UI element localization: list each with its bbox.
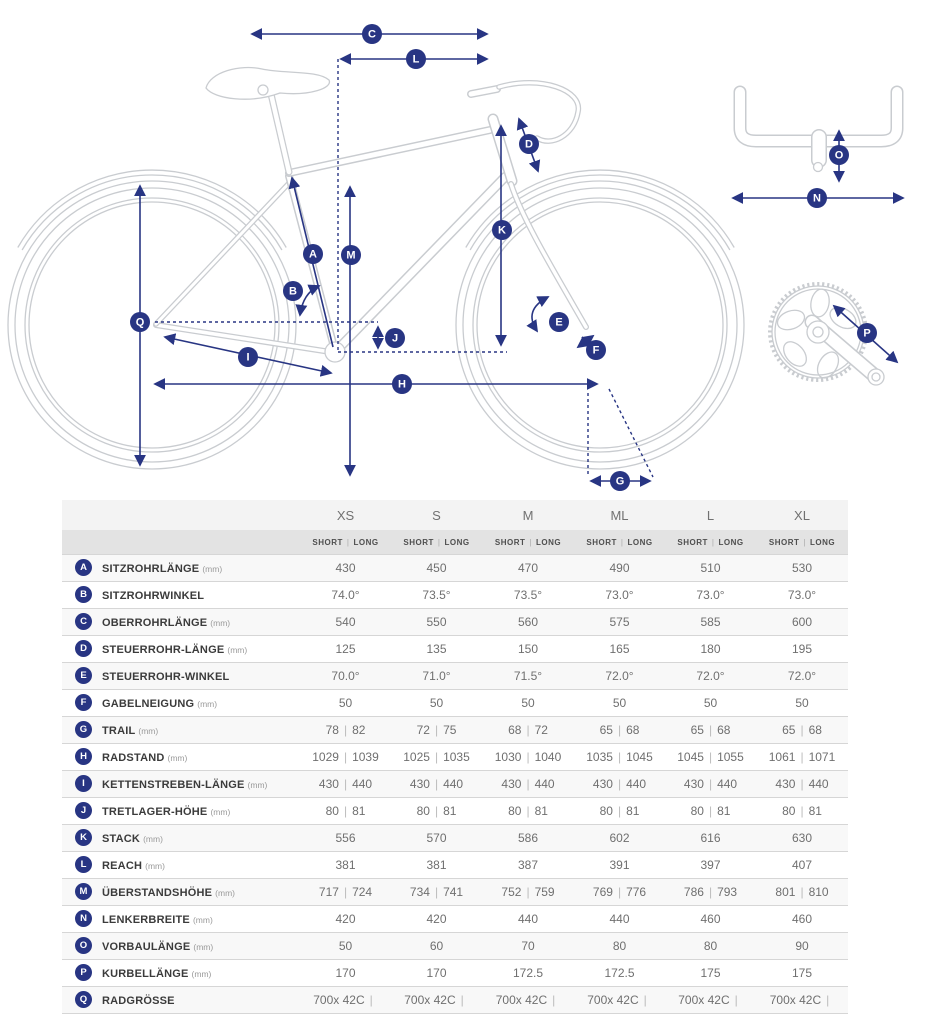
svg-text:K: K <box>498 224 506 237</box>
diagram-label-badge-H <box>392 374 412 394</box>
measurement-unit: (mm) <box>202 564 223 574</box>
empty-corner-cell <box>62 500 300 530</box>
measurement-unit: (mm) <box>145 861 165 871</box>
measurement-value-cell: 73.5° <box>422 588 451 602</box>
svg-text:C: C <box>368 28 376 41</box>
measurement-value-cell: 65 | 68 <box>599 723 640 737</box>
measurement-value-cell: 600 <box>791 615 813 629</box>
short-long-subheader: SHORT | LONG <box>300 530 391 555</box>
measurement-label: KETTENSTREBEN-LÄNGE <box>102 779 245 791</box>
measurement-letter-badge: N <box>75 910 92 927</box>
table-row-K <box>62 825 848 852</box>
measurement-value-cell: 616 <box>700 831 721 845</box>
measurement-value-cell: 1025 | 1035 <box>403 750 470 764</box>
size-header-row <box>62 500 848 530</box>
measurement-value-cell: 602 <box>609 831 630 845</box>
measurement-unit: (mm) <box>247 780 268 790</box>
measurement-value-cell: 50 <box>612 696 627 710</box>
short-long-subheader: SHORT | LONG <box>574 530 665 555</box>
measurement-value-cell: 700x 42C | <box>313 993 373 1007</box>
measurement-value-cell: 440 <box>609 912 630 926</box>
measurement-value-cell: 570 <box>426 831 447 845</box>
measurement-label: STACK <box>102 833 141 845</box>
measurement-value-cell: 786 | 793 <box>683 885 738 899</box>
measurement-label-cell <box>62 717 300 744</box>
svg-text:M: M <box>346 249 356 262</box>
measurement-value-cell: 397 <box>700 858 721 872</box>
diagram-label-badge-D <box>519 134 539 154</box>
svg-text:A: A <box>309 248 317 261</box>
svg-text:B: B <box>289 285 297 298</box>
short-long-subheader: SHORT | LONG <box>756 530 848 555</box>
measurement-value-cell: 50 <box>521 696 535 710</box>
measurement-value-cell: 50 <box>429 696 444 710</box>
table-row-O <box>62 933 848 960</box>
measurement-value-cell: 72.0° <box>787 669 817 683</box>
measurement-value-cell: 50 <box>795 696 809 710</box>
diagram-label-badge-C <box>362 24 382 44</box>
measurement-value-cell: 65 | 68 <box>782 723 822 737</box>
svg-text:D: D <box>525 138 533 151</box>
measurement-label-cell <box>62 987 300 1014</box>
diagram-label-badge-L <box>406 49 426 69</box>
measurement-value-cell: 630 <box>791 831 813 845</box>
table-row-E <box>62 663 848 690</box>
measurement-unit: (mm) <box>191 969 212 979</box>
size-column-header-XS: XS <box>300 500 391 530</box>
measurement-label-cell <box>62 933 300 960</box>
svg-text:J: J <box>391 332 399 345</box>
measurement-label: RADSTAND <box>102 752 165 764</box>
measurement-label: GABELNEIGUNG <box>102 698 195 710</box>
measurement-value-cell: 700x 42C | <box>587 993 647 1007</box>
svg-text:H: H <box>398 378 406 391</box>
measurement-value-cell: 50 <box>703 696 718 710</box>
measurement-value-cell: 391 <box>609 858 630 872</box>
measurement-letter-badge: L <box>75 856 92 873</box>
table-row-A <box>62 555 848 582</box>
measurement-value-cell: 430 | 440 <box>683 777 738 791</box>
table-row-J <box>62 798 848 825</box>
measurement-label-cell <box>62 771 300 798</box>
measurement-label: REACH <box>102 860 143 872</box>
short-long-header-row <box>62 530 848 555</box>
diagram-label-badge-J <box>385 328 405 348</box>
measurement-value-cell: 135 <box>426 642 447 656</box>
measurement-value-cell: 80 | 81 <box>782 804 822 818</box>
measurement-value-cell: 68 | 72 <box>508 723 548 737</box>
measurement-unit: (mm) <box>143 834 163 844</box>
measurement-unit: (mm) <box>215 888 235 898</box>
measurement-value-cell: 70 <box>521 939 535 953</box>
short-long-subheader: SHORT | LONG <box>665 530 756 555</box>
measurement-label-cell <box>62 636 300 663</box>
measurement-value-cell: 125 <box>335 642 356 656</box>
diagram-label-badge-P <box>857 323 877 343</box>
svg-text:N: N <box>813 192 821 205</box>
table-row-H <box>62 744 848 771</box>
measurement-letter-badge: H <box>75 748 92 765</box>
measurement-value-cell: 180 <box>700 642 721 656</box>
measurement-value-cell: 1035 | 1045 <box>586 750 653 764</box>
measurement-value-cell: 71.0° <box>422 669 451 683</box>
measurement-value-cell: 73.5° <box>513 588 543 602</box>
table-row-B <box>62 582 848 609</box>
diagram-label-badge-Q <box>130 312 150 332</box>
measurement-label-cell <box>62 663 300 690</box>
measurement-value-cell: 460 <box>791 912 813 926</box>
svg-text:E: E <box>555 316 563 329</box>
measurement-unit: (mm) <box>138 726 159 736</box>
measurement-value-cell: 175 <box>791 966 813 980</box>
measurement-value-cell: 78 | 82 <box>325 723 366 737</box>
measurement-value-cell: 556 <box>335 831 356 845</box>
measurement-value-cell: 769 | 776 <box>592 885 647 899</box>
table-row-Q <box>62 987 848 1014</box>
measurement-label-cell <box>62 609 300 636</box>
measurement-value-cell: 73.0° <box>787 588 817 602</box>
measurement-label: TRETLAGER-HÖHE <box>102 806 208 818</box>
measurement-value-cell: 50 <box>338 696 353 710</box>
measurement-label: KURBELLÄNGE <box>102 968 189 980</box>
measurement-value-cell: 700x 42C | <box>404 993 464 1007</box>
measurement-value-cell: 165 <box>609 642 630 656</box>
measurement-letter-badge: O <box>75 937 92 954</box>
measurement-value-cell: 586 <box>517 831 539 845</box>
measurement-label-cell <box>62 825 300 852</box>
measurement-label-cell <box>62 582 300 609</box>
measurement-label: VORBAULÄNGE <box>102 941 191 953</box>
measurement-value-cell: 490 <box>609 561 630 575</box>
measurement-unit: (mm) <box>210 807 231 817</box>
measurement-value-cell: 752 | 759 <box>501 885 555 899</box>
measurement-value-cell: 195 <box>791 642 813 656</box>
measurement-value-cell: 470 <box>517 561 539 575</box>
diagram-label-badge-A <box>303 244 323 264</box>
table-row-F <box>62 690 848 717</box>
measurement-label-cell <box>62 852 300 879</box>
measurement-value-cell: 700x 42C | <box>678 993 738 1007</box>
measurement-letter-badge: D <box>75 640 92 657</box>
bike-side-view <box>8 68 744 469</box>
table-row-M <box>62 879 848 906</box>
measurement-value-cell: 170 <box>335 966 356 980</box>
table-row-G <box>62 717 848 744</box>
measurement-label: LENKERBREITE <box>102 914 190 926</box>
measurement-value-cell: 734 | 741 <box>409 885 464 899</box>
measurement-value-cell: 440 <box>517 912 539 926</box>
measurement-value-cell: 560 <box>517 615 539 629</box>
measurement-value-cell: 381 <box>426 858 447 872</box>
measurement-value-cell: 80 | 81 <box>325 804 366 818</box>
measurement-value-cell: 1045 | 1055 <box>677 750 744 764</box>
table-row-C <box>62 609 848 636</box>
measurement-letter-badge: K <box>75 829 92 846</box>
measurement-value-cell: 72.0° <box>605 669 634 683</box>
measurement-value-cell: 510 <box>700 561 721 575</box>
measurement-letter-badge: F <box>75 694 92 711</box>
measurement-value-cell: 717 | 724 <box>318 885 373 899</box>
short-long-subheader: SHORT | LONG <box>391 530 482 555</box>
measurement-label-cell <box>62 879 300 906</box>
size-column-header-M: M <box>482 500 574 530</box>
diagram-label-badge-O <box>829 145 849 165</box>
measurement-unit: (mm) <box>210 618 231 628</box>
measurement-value-cell: 72.0° <box>696 669 725 683</box>
measurement-value-cell: 801 | 810 <box>775 885 829 899</box>
measurement-value-cell: 585 <box>700 615 721 629</box>
measurement-value-cell: 72 | 75 <box>416 723 457 737</box>
svg-text:I: I <box>246 351 250 364</box>
svg-text:O: O <box>834 149 844 162</box>
svg-text:G: G <box>615 475 625 488</box>
measurement-value-cell: 420 <box>335 912 356 926</box>
measurement-label: SITZROHRWINKEL <box>102 590 205 602</box>
diagram-label-badge-E <box>549 312 569 332</box>
size-column-header-L: L <box>665 500 756 530</box>
measurement-value-cell: 90 <box>795 939 809 953</box>
geometry-table-body <box>62 555 848 1014</box>
measurement-value-cell: 74.0° <box>331 588 360 602</box>
bike-geometry-diagram <box>0 0 936 500</box>
measurement-unit: (mm) <box>192 915 213 925</box>
measurement-letter-badge: P <box>75 964 92 981</box>
size-column-header-XL: XL <box>756 500 848 530</box>
measurement-label: STEUERROHR-WINKEL <box>102 671 230 683</box>
table-row-D <box>62 636 848 663</box>
measurement-value-cell: 700x 42C | <box>769 993 830 1007</box>
measurement-value-cell: 430 | 440 <box>501 777 555 791</box>
measurement-letter-badge: C <box>75 613 92 630</box>
measurement-value-cell: 1061 | 1071 <box>768 750 836 764</box>
measurement-value-cell: 80 | 81 <box>690 804 731 818</box>
measurement-value-cell: 80 | 81 <box>599 804 640 818</box>
measurement-value-cell: 80 <box>703 939 718 953</box>
measurement-value-cell: 381 <box>335 858 356 872</box>
measurement-unit: (mm) <box>167 753 188 763</box>
measurement-value-cell: 420 <box>426 912 447 926</box>
measurement-value-cell: 175 <box>700 966 721 980</box>
table-row-P <box>62 960 848 987</box>
measurement-value-cell: 575 <box>609 615 630 629</box>
measurement-value-cell: 70.0° <box>331 669 360 683</box>
diagram-label-badge-I <box>238 347 258 367</box>
measurement-value-cell: 1029 | 1039 <box>312 750 379 764</box>
measurement-label-cell <box>62 906 300 933</box>
measurement-letter-badge: M <box>75 883 92 900</box>
measurement-value-cell: 387 <box>517 858 539 872</box>
measurement-value-cell: 80 <box>612 939 627 953</box>
measurement-value-cell: 700x 42C | <box>495 993 556 1007</box>
measurement-value-cell: 460 <box>700 912 721 926</box>
short-long-subheader: SHORT | LONG <box>482 530 574 555</box>
size-column-header-S: S <box>391 500 482 530</box>
measurement-label: SITZROHRLÄNGE <box>102 563 200 575</box>
measurement-unit: (mm) <box>227 645 248 655</box>
geometry-table-section <box>0 500 936 1014</box>
measurement-value-cell: 540 <box>335 615 356 629</box>
diagram-label-badge-N <box>807 188 827 208</box>
measurement-value-cell: 430 | 440 <box>409 777 464 791</box>
handlebar-top-view <box>740 92 897 172</box>
measurement-value-cell: 71.5° <box>513 669 543 683</box>
measurement-value-cell: 407 <box>791 858 813 872</box>
measurement-letter-badge: Q <box>75 991 92 1008</box>
measurement-label-cell <box>62 690 300 717</box>
svg-text:Q: Q <box>135 316 145 329</box>
measurement-value-cell: 450 <box>426 561 447 575</box>
measurement-label: STEUERROHR-LÄNGE <box>102 644 225 656</box>
diagram-label-badge-B <box>283 281 303 301</box>
diagram-label-badge-F <box>586 340 606 360</box>
measurement-value-cell: 172.5 <box>604 966 635 980</box>
measurement-unit: (mm) <box>193 942 214 952</box>
measurement-letter-badge: E <box>75 667 92 684</box>
measurement-letter-badge: A <box>75 559 92 576</box>
geometry-table <box>62 500 848 1014</box>
geometry-diagram-svg <box>0 0 936 500</box>
diagram-label-badge-G <box>610 471 630 491</box>
measurement-label: RADGRÖSSE <box>102 995 175 1007</box>
measurement-value-cell: 80 | 81 <box>508 804 548 818</box>
measurement-label: ÜBERSTANDSHÖHE <box>102 887 213 899</box>
measurement-value-cell: 430 | 440 <box>592 777 647 791</box>
table-row-N <box>62 906 848 933</box>
measurement-value-cell: 430 | 440 <box>775 777 829 791</box>
measurement-value-cell: 73.0° <box>605 588 634 602</box>
measurement-value-cell: 430 <box>335 561 356 575</box>
measurement-value-cell: 430 | 440 <box>318 777 373 791</box>
measurement-label: TRAIL <box>102 725 136 737</box>
measurement-value-cell: 80 | 81 <box>416 804 457 818</box>
measurement-value-cell: 172.5 <box>512 966 544 980</box>
measurement-value-cell: 170 <box>426 966 447 980</box>
measurement-letter-badge: G <box>75 721 92 738</box>
measurement-value-cell: 50 <box>338 939 353 953</box>
table-row-L <box>62 852 848 879</box>
measurement-letter-badge: B <box>75 586 92 603</box>
empty-corner-cell <box>62 530 300 555</box>
measurement-value-cell: 150 <box>517 642 539 656</box>
svg-text:P: P <box>863 327 871 340</box>
measurement-letter-badge: I <box>75 775 92 792</box>
measurement-label: OBERROHRLÄNGE <box>102 617 208 629</box>
measurement-label-cell <box>62 555 300 582</box>
measurement-value-cell: 73.0° <box>696 588 725 602</box>
table-row-I <box>62 771 848 798</box>
measurement-label-cell <box>62 960 300 987</box>
measurement-value-cell: 60 <box>429 939 444 953</box>
svg-text:L: L <box>412 53 420 66</box>
svg-text:F: F <box>592 344 600 357</box>
measurement-value-cell: 1030 | 1040 <box>494 750 562 764</box>
diagram-label-badge-K <box>492 220 512 240</box>
measurement-label-cell <box>62 798 300 825</box>
measurement-unit: (mm) <box>197 699 218 709</box>
measurement-letter-badge: J <box>75 802 92 819</box>
measurement-label-cell <box>62 744 300 771</box>
size-column-header-ML: ML <box>574 500 665 530</box>
measurement-value-cell: 65 | 68 <box>690 723 731 737</box>
diagram-label-badge-M <box>341 245 361 265</box>
measurement-value-cell: 530 <box>791 561 813 575</box>
measurement-value-cell: 550 <box>426 615 447 629</box>
